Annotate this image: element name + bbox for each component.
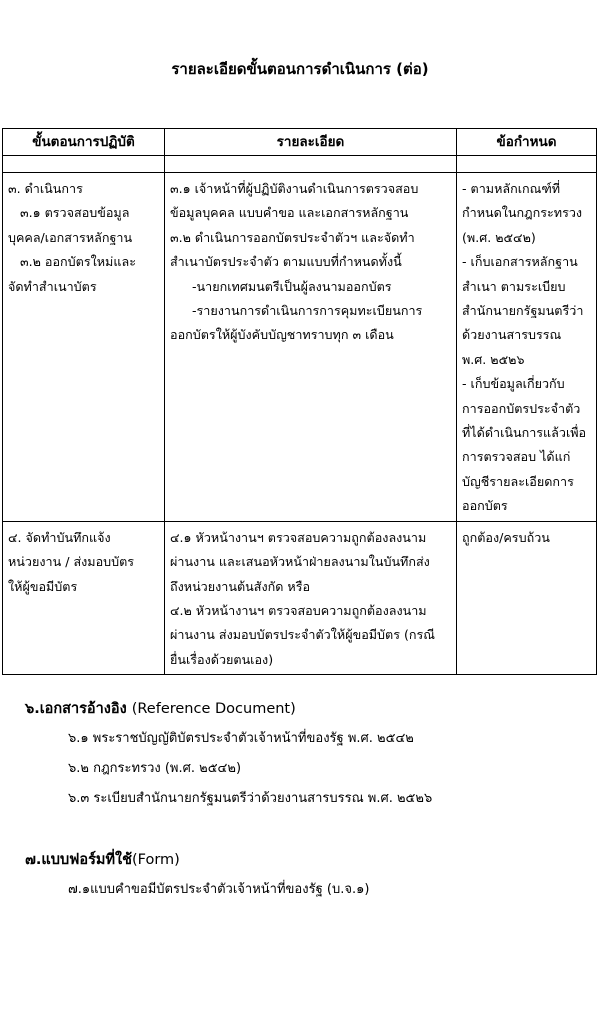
text-line: -รายงานการดำเนินการการคุมทะเบียนการ — [192, 303, 423, 319]
text-line: ให้ผู้ขอมีบัตร — [8, 578, 78, 594]
section-7-title: ๗.แบบฟอร์มที่ใช้ — [25, 852, 132, 868]
section-6-title: ๖.เอกสารอ้างอิง — [25, 701, 127, 717]
text-line: (พ.ศ. ๒๕๔๒) — [462, 229, 536, 245]
text-line: ๓. ดำเนินการ — [8, 181, 83, 196]
text-line: บัญชีรายละเอียดการ — [462, 473, 574, 489]
text-line: ๓.๒ ดำเนินการออกบัตรประจำตัวฯ และจัดทำ — [170, 229, 415, 245]
text-line: กำหนดในกฎกระทรวง — [462, 205, 583, 221]
text-line: บุคคล/เอกสารหลักฐาน — [8, 229, 133, 245]
table-spacer-row — [3, 156, 597, 173]
text-line: หน่วยงาน / ส่งมอบบัตร — [8, 554, 135, 570]
table-header-row — [3, 129, 597, 156]
header-step: ขั้นตอนการปฏิบัติ — [3, 129, 165, 156]
header-detail: รายละเอียด — [165, 129, 457, 156]
cell-step — [3, 521, 165, 674]
cell-detail — [165, 521, 457, 674]
text-line: ๔. จัดทำบันทึกแจ้ง — [8, 529, 111, 545]
section-7-title-en: (Form) — [131, 852, 180, 868]
text-line: ๓.๑ เจ้าหน้าที่ผู้ปฏิบัติงานดำเนินการตรวจสอบ — [170, 181, 419, 196]
section-6-heading — [25, 697, 296, 720]
reference-item: ๖.๓ ระเบียบสำนักนายกรัฐมนตรีว่าด้วยงานสารบรรณ พ.ศ. ๒๕๒๖ — [68, 791, 433, 806]
text-line: ผ่านงาน ส่งมอบบัตรประจำตัวให้ผู้ขอมีบัตร (กรณี — [170, 627, 435, 643]
reference-item: ๖.๒ กฎกระทรวง (พ.ศ. ๒๕๔๒) — [68, 761, 242, 776]
table-row — [3, 173, 597, 522]
text-line: ออกบัตรให้ผู้บังคับบัญชาทราบทุก ๓ เดือน — [170, 327, 394, 343]
text-line: - ตามหลักเกณฑ์ที่ — [462, 181, 561, 196]
text-line: ถูกต้อง/ครบถ้วน — [462, 529, 550, 545]
text-line: ๔.๒ หัวหน้างานฯ ตรวจสอบความถูกต้องลงนาม — [170, 602, 427, 618]
text-line: การออกบัตรประจำตัว — [462, 400, 581, 416]
cell-detail — [165, 173, 457, 522]
text-line: ด้วยงานสารบรรณ — [462, 327, 562, 343]
cell-requirement — [457, 521, 597, 674]
form-item: ๗.๑แบบคำขอมีบัตรประจำตัวเจ้าหน้าที่ของรัฐ (บ.จ.๑) — [68, 882, 370, 897]
text-line: จัดทำสำเนาบัตร — [8, 278, 97, 294]
section-6-title-en: (Reference Document) — [131, 701, 296, 717]
text-line: - เก็บข้อมูลเกี่ยวกับ — [462, 376, 565, 392]
text-line: ออกบัตร — [462, 498, 508, 514]
table-row — [3, 521, 597, 674]
cell-requirement — [457, 173, 597, 522]
text-line: ผ่านงาน และเสนอหัวหน้าฝ่ายลงนามในบันทึกส่ง — [170, 554, 430, 570]
text-line: ข้อมูลบุคคล แบบคำขอ และเอกสารหลักฐาน — [170, 205, 409, 221]
text-line: ๓.๒ ออกบัตรใหม่และ — [20, 254, 136, 270]
text-line: -นายกเทศมนตรีเป็นผู้ลงนามออกบัตร — [192, 278, 392, 294]
text-line: ถึงหน่วยงานต้นสังกัด หรือ — [170, 578, 311, 594]
cell-step — [3, 173, 165, 522]
text-line: การตรวจสอบ ได้แก่ — [462, 449, 571, 465]
section-7-heading — [25, 848, 180, 871]
page-title: รายละเอียดขั้นตอนการดำเนินการ (ต่อ) — [171, 60, 429, 78]
text-line: สำเนาบัตรประจำตัว ตามแบบที่กำหนดทั้งนี้ — [170, 254, 402, 270]
text-line: ยื่นเรื่องด้วยตนเอง) — [170, 651, 274, 667]
text-line: ที่ได้ดำเนินการแล้วเพื่อ — [462, 425, 587, 441]
text-line: พ.ศ. ๒๕๒๖ — [462, 351, 525, 367]
text-line: ๓.๑ ตรวจสอบข้อมูล — [20, 205, 130, 221]
header-requirement: ข้อกำหนด — [457, 129, 597, 156]
procedure-table — [2, 128, 597, 675]
text-line: สำนักนายกรัฐมนตรีว่า — [462, 303, 584, 319]
text-line: สำเนา ตามระเบียบ — [462, 278, 566, 294]
text-line: ๔.๑ หัวหน้างานฯ ตรวจสอบความถูกต้องลงนาม — [170, 529, 427, 545]
reference-item: ๖.๑ พระราชบัญญัติบัตรประจำตัวเจ้าหน้าที่ของรัฐ พ.ศ. ๒๕๔๒ — [68, 731, 414, 746]
text-line: - เก็บเอกสารหลักฐาน — [462, 254, 578, 270]
